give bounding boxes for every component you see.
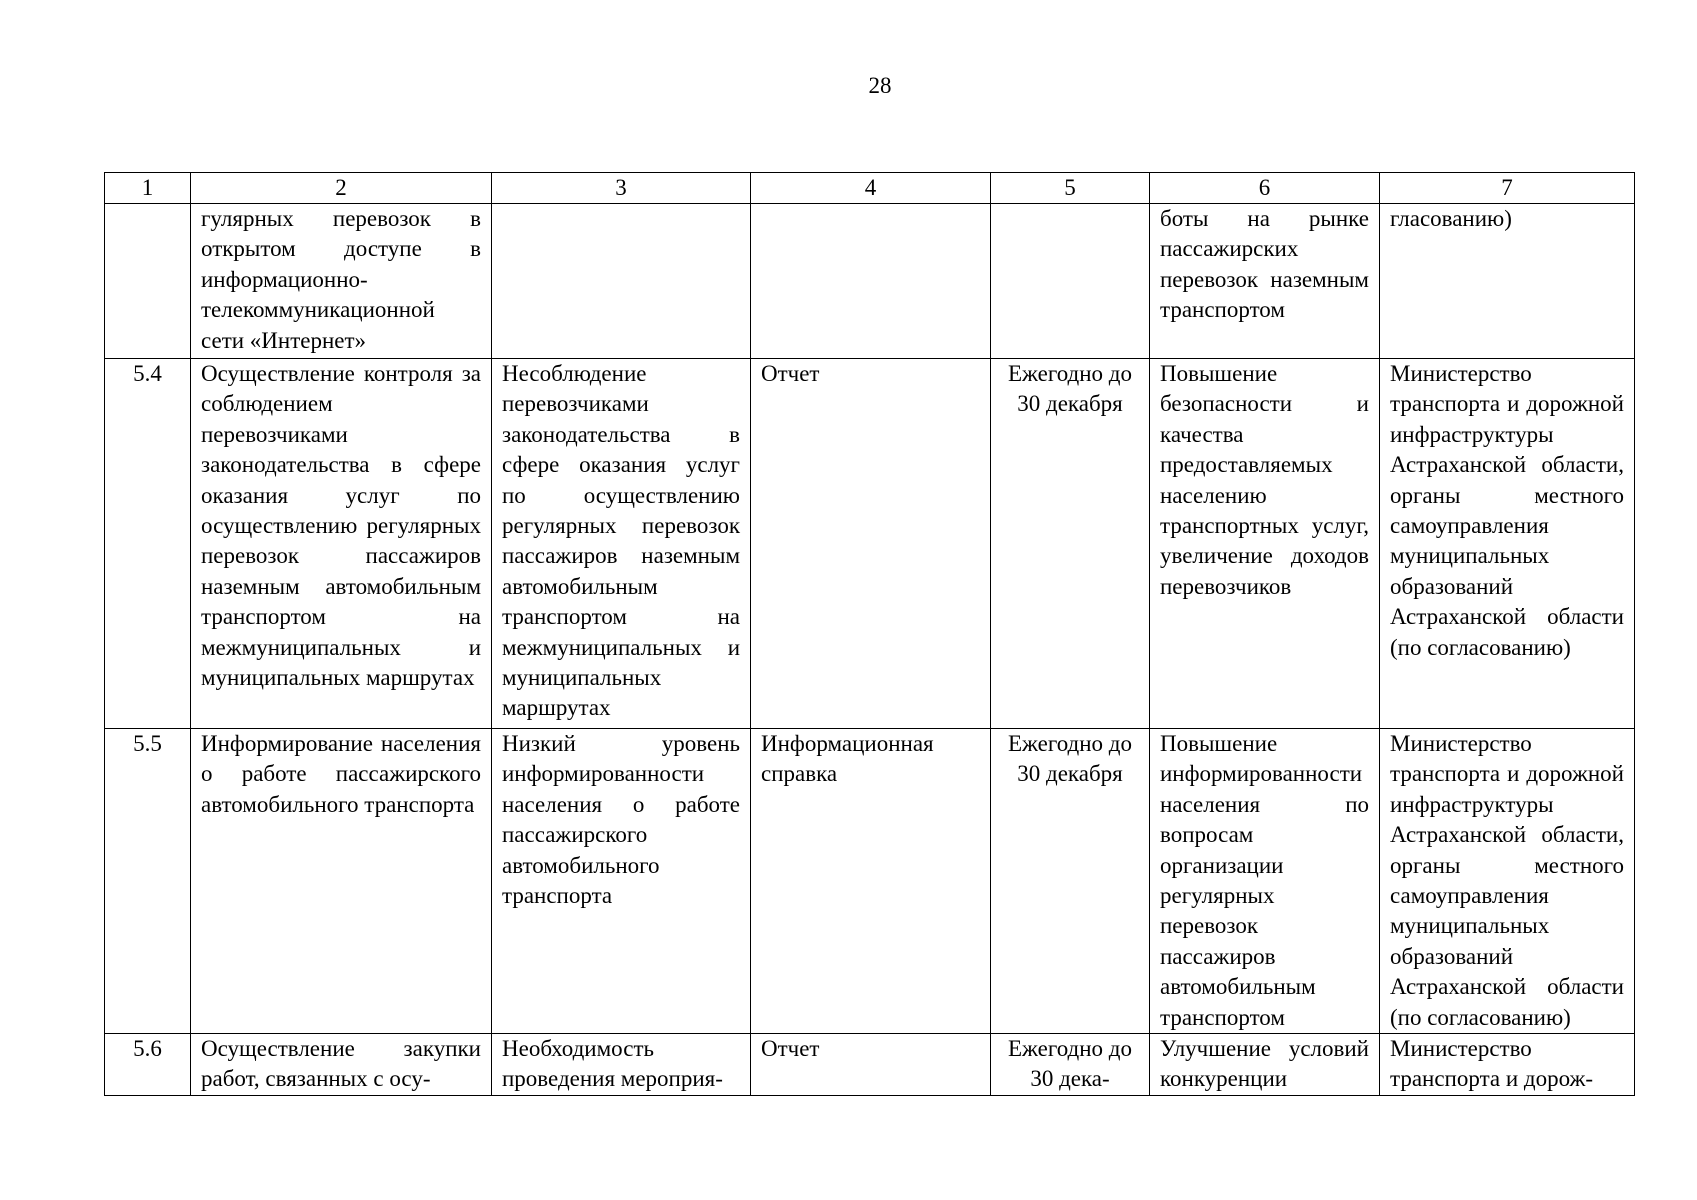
problem-cell: Несоблюдение перевозчиками законодательства в сфере оказания услуг по осуществлению регулярных перевозок пассажиров наземным автомобильным транспортом на межмуниципальных и муниципальных маршрутах <box>492 359 751 729</box>
expected-result-cell: боты на рынке пассажирских перевозок наземным транспортом <box>1150 204 1380 359</box>
item-number-cell: 5.6 <box>105 1034 191 1096</box>
responsible-cell: Министерство транспорта и дорожной инфраструктуры Астраханской области, органы местного самоуправления муниципальных образований Астраханской области (по согласованию) <box>1380 359 1635 729</box>
table-row <box>105 1034 1635 1096</box>
problem-cell: Необходимость проведения мероприя- <box>492 1034 751 1096</box>
expected-result-cell: Повышение информированности населения по вопросам организации регулярных перевозок пассажиров автомобильным транспортом <box>1150 729 1380 1034</box>
item-number-cell: 5.4 <box>105 359 191 729</box>
report-form-cell <box>751 204 991 359</box>
responsible-cell: Министерство транспорта и дорожной инфраструктуры Астраханской области, органы местного самоуправления муниципальных образований Астраханской области (по согласованию) <box>1380 729 1635 1034</box>
column-number-header: 4 <box>751 173 991 204</box>
table-row <box>105 204 1635 359</box>
column-number-row <box>105 173 1635 204</box>
problem-cell <box>492 204 751 359</box>
responsible-cell: Министерство транспорта и дорож- <box>1380 1034 1635 1096</box>
measure-cell: гулярных перевозок в открытом доступе в информационно-телекоммуникационной сети «Интернет» <box>191 204 492 359</box>
item-number-cell <box>105 204 191 359</box>
page-number: 28 <box>868 73 892 98</box>
item-number-cell: 5.5 <box>105 729 191 1034</box>
measures-table <box>104 172 1635 1096</box>
column-number-header: 3 <box>492 173 751 204</box>
column-number-header: 6 <box>1150 173 1380 204</box>
responsible-cell: гласованию) <box>1380 204 1635 359</box>
deadline-cell <box>991 204 1150 359</box>
report-form-cell: Информационная справка <box>751 729 991 1034</box>
expected-result-cell: Улучшение условий конкуренции <box>1150 1034 1380 1096</box>
deadline-cell: Ежегодно до 30 декабря <box>991 359 1150 729</box>
column-number-header: 2 <box>191 173 492 204</box>
table-row <box>105 729 1635 1034</box>
report-form-cell: Отчет <box>751 1034 991 1096</box>
measure-cell: Информирование населения о работе пассажирского автомобильного транспорта <box>191 729 492 1034</box>
deadline-cell: Ежегодно до 30 декабря <box>991 729 1150 1034</box>
measure-cell: Осуществление контроля за соблюдением перевозчиками законодательства в сфере оказания услуг по осуществлению регулярных перевозок пассажиров наземным автомобильным транспортом на межмуниципальных и муниципальных маршрутах <box>191 359 492 729</box>
deadline-cell: Ежегодно до 30 дека- <box>991 1034 1150 1096</box>
expected-result-cell: Повышение безопасности и качества предоставляемых населению транспортных услуг, увеличение доходов перевозчиков <box>1150 359 1380 729</box>
table-row <box>105 359 1635 729</box>
column-number-header: 7 <box>1380 173 1635 204</box>
report-form-cell: Отчет <box>751 359 991 729</box>
problem-cell: Низкий уровень информированности населения о работе пассажирского автомобильного транспорта <box>492 729 751 1034</box>
column-number-header: 5 <box>991 173 1150 204</box>
measure-cell: Осуществление закупки работ, связанных с осу- <box>191 1034 492 1096</box>
column-number-header: 1 <box>105 173 191 204</box>
